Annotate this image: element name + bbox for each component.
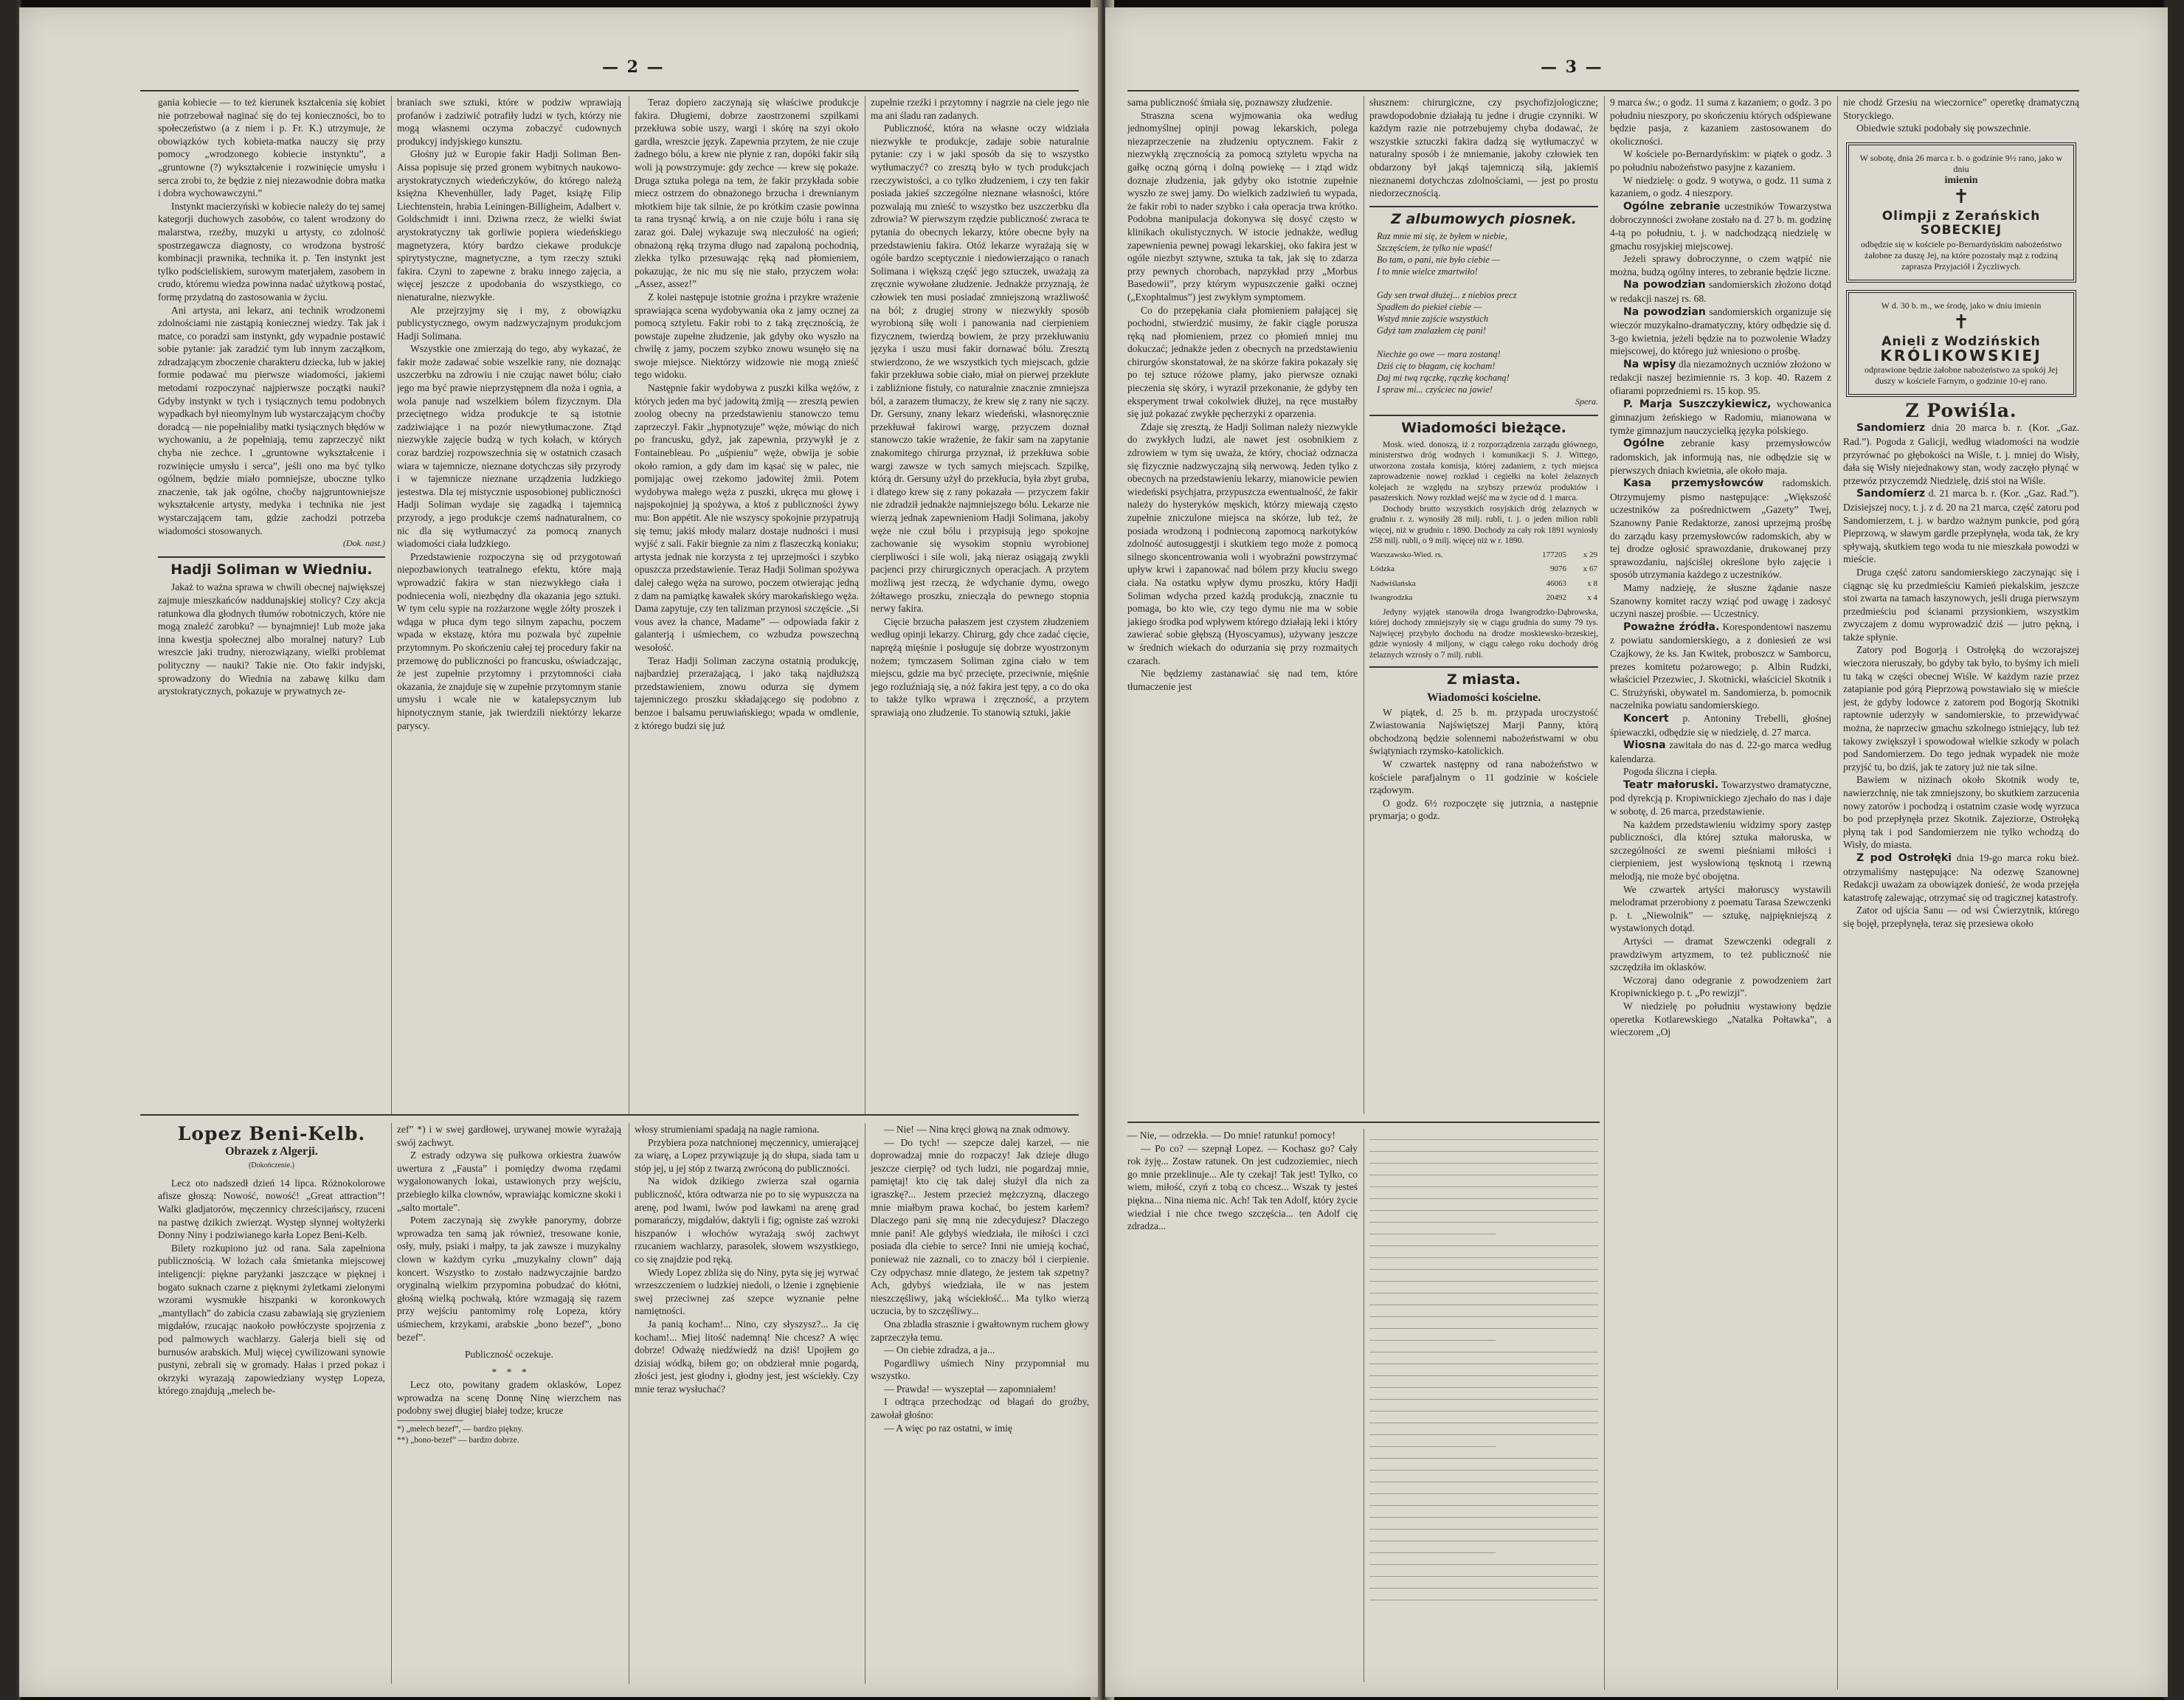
memorial-notice bbox=[1846, 290, 2076, 397]
article-text: Publiczność, która na własne oczy widziała niezwykłe te produkcje, zadaje sobie naturalnie pytanie: czy i w jaki sposób da się to wszystko wytłumaczyć? co zresztą było w tych produkcjach rzeczywistości, a co tylko złudzeniem, i czy ten fakir posiada jakieś szczególne nieznane własności, które pozwalają mu znieść to wszystko bez uszczerbku dla zdrowia? W pierwszym rzędzie publiczność zwraca te pytania do obecnych lekarzy, które obecne były na przedstawieniu fakira. Otóż lekarze wyrażają się w ogóle bardzo sceptycznie i niedowierzająco o ranach Solimana i większą część jego sztuczek, uważają za zręcznie wywołane złudzenie. Jednakże przyznają, że człowiek ten musi posiadać zmniejszoną wrażliwość na ból; z drugiej strony w niezwykły sposób wyrobioną siłę woli i panowania nad cierpieniem fizycznem, twierdzą bowiem, że przy przekłuwaniu języka i uszu musi fakir dornawać bólu. Zresztą stwierdzono, że we wszystkich tych miejscach, gdzie fakir przekłuwa sobie ciało, miał on pierwej przekłute i zabliźnione fistuły, co naturalnie znacznie zmniejsza ból, a zarazem tłumaczy, że krew się z rany nie sączy. Dr. Gersuny, znany lekarz wiedeński, własnoręcznie przekłuwał fakirowi wargę, przyczem doznał stanowczo takie wrażenie, że fakir sam na zapytanie znakomitego chirurga przyznał, iż przekłuwa sobie wargi zawsze w tych samych miejscach. Szpilkę, którą dr. Gersuny użył do przekłucia, była zbyt gruba, i dlatego krew się z rany pokazała — przyczem fakir nie zdradził jednakże najmniejszego bólu. Lekarze nie wierzą jednak zapewnieniom Hadji Solimana, jakoby węże nie czuł bólu i przypisują jego spokojne zachowanie się wysokim stopniu wyrobionej cierpliwości i sile woli, jaką nieraz osiągają zwykli pacjenci przy chirurgicznych operacjach. A przytem możliwą jest rzeczą, że wdychanie dymu, owego żółtawego proszku, zniecząla do pewnego stopnia nerwy fakira. bbox=[871, 122, 1089, 615]
article-text: Co do przepękania ciała płomieniem pałającej się pochodni, stwierdzić musimy, że fakir ciągle porusza ręką nad płomieniem, przez co płomień mniej mu dokuczać; jednakże jeden z obecnych na przedstawieniu chirurgów skonstatował, że na skórze fakira pokazały się po tej sztuce różowe plamy, jako pierwsze oznaki pieczenia się skóry, i wyraził przekonanie, że gdyby ten eksperyment trwał cokolwiek dłużej, na ręce mustałby się już pokazać zwykłe pęcherzyki z oparzenia. bbox=[1127, 304, 1358, 420]
feuilleton-text: Wiedy Lopez zbliża się do Niny, pyta się jej wyrwać wrzeszczeniem o ludzkiej niedoli, o lżenie i zgnębienie swej przeciwnej zaś szepce wyznanie pełne namiętności. bbox=[635, 1266, 859, 1317]
section-rule bbox=[140, 1114, 1079, 1116]
news-text: Korespondentowi naszemu z powiatu sandomierskiego, a z doniesień ze wsi Czajkowy, że ks. Jan Kwitek, proboszcz w Samborcu, prezes komitetu pożarowego; p. Albin Rudzki, właściciel Przezwiec, J. Skotnicki, właściciel Skotnik i C. Strużyński, obywatel m. Sandomierza, b. pomocnik naczelnika powiatu sandomierskiego. bbox=[1610, 621, 1831, 711]
poem-text: Raz mnie mi się, że byłem w niebie, Szczęściem, że tylko nie wpaść! Bo tam, o pani, nie było ciebie — I to mnie wielce zmartwiło! Gdy sen trwał dłużej... z niebios precz Spadłem do piekieł ciebie — Wstyd mnie zajście wszystkich Gdyż tam znalazłem cię pani! Niechże go owe — mara zostaną! Dziś cię to błagam, cię kocham! Daj mi twą rączkę, rączkę kochaną! I spraw mi... czyściec na jawie! bbox=[1377, 231, 1517, 395]
feuilleton-text: I odtrąca przechodząc od błagań do groźby, zawołał głośno: bbox=[871, 1396, 1089, 1421]
revenue-table-row bbox=[1369, 548, 1598, 563]
column-rule bbox=[391, 1123, 392, 1684]
cross-icon: ✝ bbox=[1953, 311, 1969, 333]
news-text: wychowanica gimnazjum żeńskiego w Radomiu, mianowana w tymże gimnazjum nauczycielką języka polskiego. bbox=[1610, 398, 1831, 436]
revenue-table-cell: Łódzka bbox=[1370, 564, 1395, 574]
feuilleton-continuation-1 bbox=[1127, 1129, 1358, 1682]
feuilleton-text: Ja panią kocham!... Nino, czy słyszysz?... Ja cię kocham!... Miej litość nademną! Nie chcesz? A więc dobrze! Odważę niedźwiedź na dziś! Upojłem go dzisiaj wódką, biłem go; on obdzierał mnie pogardą, złości jest, jest głodny i, głodny jest, jest wściekły. Czy mnie teraz wysłuchać? bbox=[635, 1318, 859, 1395]
news-text: Mosk. wied. donoszą, iż z rozporządzenia zarządu głównego, ministerstwo dróg wodnych i komunikacji S. J. Wittego, utworzona została komisja, której zadaniem, z tych miejsca zaprowadzenie nowej rozkład i cegiełki na kolei żelaznych kolejach ze względu na szybszy przewóz produktów i pasażerskich. Nowy rozkład wejść ma w życie od d. 1 marca. bbox=[1369, 440, 1598, 503]
revenue-table-cell: x 4 bbox=[1587, 593, 1597, 603]
news-keyword: Na wpisy bbox=[1623, 358, 1676, 370]
illegible-text-line bbox=[1369, 1299, 1598, 1305]
article-text: Wszystkie one zmierzają do tego, aby wykazać, że fakir może zadawać sobie wszelkie rany, nie doznając uszczerbku na zdrowiu i nie czując nawet bólu; ciało jego ma być prawie nieprzystępnem dla noża i ognia, a wola panuje nad wszelkiem bólem fizycznym. Dla przeciętnego widza produkcje te są istotnie zadziwiające i na pozór niewytłumaczone. Ztąd niezwykłe zajęcie budzą w tych kołach, w których coraz bardziej rozpowszechnia się w ostatnich czasach wiara w tajemnicze, nieznane dotychczas siły przyrody i w tajemnicze nieznane urządzenia ludzkiego jestestwa. Dla tej mistycznie usposobionej publiczności Hadji Soliman wydaje się zagadką i tajemnicą przyrody, a jego produkcje czemś nadnaturalnem, co nic dla się wytłumaczyć za pomocą znanych wiadomości ciała ludzkiego. bbox=[397, 343, 621, 550]
news-text: zawitała do nas d. 22-go marca według kalendarza. bbox=[1610, 739, 1831, 764]
column-2 bbox=[397, 96, 621, 1099]
illegible-text-line bbox=[1369, 1346, 1598, 1352]
news-keyword: Kasa przemysłowców bbox=[1623, 477, 1764, 490]
illegible-text-line bbox=[1369, 1358, 1598, 1364]
article-text: Straszna scena wyjmowania oka według jednomyślnej opinji powag lekarskich, polega niezaprzeczenie na złudzeniu optycznem. Fakir z niezwykłą zręcznością za pomocą sztyletu wpycha na gałkę oczną górną i dolną powiekę — i ztąd widz doznaje złudzenia, jak gdyby oko istotnie zupełnie wyszło ze swej jamy. Do wielkich zadziwień tu wypada, że fakir robi to nader szybko i cała operacja trwa krótko. Podobna manipulacja dokonywa się dosyć często w klinikach okulistycznych. W istocie jednakże, według zapewnienia pewnej powagi lekarskiej, oko fakira jest w ogóle niezbyt sztywne, sztuka ta tak, jak się to zdarza przy pewnych chorobach, napzykład przy „Morbus Basedowii”, przy którym wypuszczenie gałki ocznej („Exophtalmus”) jest zwykłym symptomem. bbox=[1127, 109, 1358, 303]
article-text: gania kobiecie — to też kierunek kształcenia się kobiet nie potrzebował naginać się do tej konieczności, bo to społeczeństwo (a z niem i p. Fr. K.) utrzymuje, że obowiązków tych kobieta-matka nauczy się przy pomocy „wrodzonego kobiecie instynktu”, a „gruntowne (?) wykształcenie i rozwinięcie umysłu i serca zrobi to, że będzie z niej niezawodnie dobra matka i dobra wychowawczyni.” bbox=[158, 97, 385, 199]
news-text: W niedzielę: o godz. 9 wotywa, o godz. 11 suma z kazaniem, o godz. 4 nieszpory. bbox=[1610, 174, 1831, 199]
feuilleton-text: — A więc po raz ostatni, w imię bbox=[884, 1422, 1012, 1434]
footnote-rule bbox=[397, 1420, 463, 1421]
notice-label: imienin bbox=[1944, 174, 1978, 186]
illegible-text-line bbox=[1369, 1251, 1598, 1258]
news-keyword: Ogólne zebranie bbox=[1623, 200, 1721, 212]
illegible-text-line bbox=[1369, 1240, 1598, 1246]
section-divider bbox=[1369, 415, 1598, 416]
news-text: Wczoraj dano odegranie z powodzeniem żart Kropiwnickiego p. t. „Po rewizji”. bbox=[1610, 974, 1831, 999]
article-text: braniach swe sztuki, które w podziw wprawiają profanów i zadziwić potrafiły ludzi w tych, którzy nie mogą własnemi oczyma zobaczyć cudownych produkcyj indyjskiego kunsztu. bbox=[397, 97, 621, 147]
revenue-table-cell: Warszawsko-Wied. rs. bbox=[1370, 550, 1443, 559]
column-rule bbox=[1604, 96, 1605, 1690]
notice-name: KRÓLIKOWSKIEJ bbox=[1880, 346, 2042, 364]
feuilleton-text: zef” *) i w swej gardłowej, urywanej mowie wyrażają swój zachwyt. bbox=[397, 1124, 621, 1148]
news-text: nie chodź Grzesiu na wieczornice” operetkę dramatyczną Storyckiego. bbox=[1843, 97, 2079, 121]
notice-name: SOBECKIEJ bbox=[1920, 222, 2002, 238]
poem-heading: Z albumowych piosnek. bbox=[1391, 210, 1577, 227]
feuilleton-text: — On ciebie zdradza, a ja... bbox=[884, 1344, 995, 1356]
news-text: sandomierskich organizuje się wieczór muzykalno-dramatyczny, który odbędzie się d. 3-go kwietnia, jeżeli będzie na to pozwolenie Władzy miejscowej, do którego już wniesiono o prośbę. bbox=[1610, 305, 1831, 357]
feuilleton-text: — Po co? — szepnął Lopez. — Kochasz go? Cały rok żyję... Zostaw ratunek. On jest cudzoziemiec, niech go mnie przeklinuje... Ale ty czekaj! Tak jest! Tylko, co wiem, miłość, czyń z tobą co chcesz... Wszak ty jesteś piękna... Nina niema nic. Ach! Tak ten Adolf, który życie wiedział i nie chce twego szczęścia... ten Adolf cię zdradza... bbox=[1127, 1142, 1358, 1232]
page-number: — 3 — bbox=[1541, 58, 1603, 77]
illegible-text-line bbox=[1369, 1405, 1598, 1412]
section-rule bbox=[1127, 1122, 1600, 1123]
notice-text: odprawione będzie żałobne nabożeństwo za spokój Jej duszy w kościele Farnym, o godzinie 10-ej rano. bbox=[1865, 364, 2058, 386]
article-text: Ale przejrzyjmy się i my, z obowiązku publicystycznego, owym nadzwyczajnym produkcjom Hadji Solimana. bbox=[397, 304, 621, 342]
poem-signature: Spera. bbox=[1575, 396, 1598, 407]
notice-name: Anieli z Wodzińskich bbox=[1881, 334, 2041, 349]
feuilleton-text: Na widok dzikiego zwierza szał ogarnia publiczność, która odtwarza nie po to się wypuszcza na arenę, pod lwami, lwów pod ławkami na arenę grad pomarańczy, migdałów, daktyli i fig; ogniste zaś wzroki hiszpanów i włochów wyrażają swój zachwyt rzucaniem wachlarzy, parasolek, słowem wszystkiego, co się znajdzie pod ręką. bbox=[635, 1175, 859, 1265]
news-keyword: Na powodzian bbox=[1623, 279, 1706, 291]
illegible-text-line bbox=[1369, 1275, 1598, 1282]
header-rule bbox=[140, 90, 1079, 91]
subsection-heading: Wiadomości kościelne. bbox=[1426, 691, 1541, 704]
news-text: W piątek, d. 25 b. m. przypada uroczystość Zwiastowania Najświętszej Marji Panny, którą obchodzoną będzie solennemi nabożeństwami w obu świątyniach rzymsko-katolickich. bbox=[1369, 706, 1598, 757]
column-1 bbox=[158, 96, 385, 1099]
illegible-text-line bbox=[1369, 1157, 1598, 1164]
notice-text: W sobotę, dnia 26 marca r. b. o godzinie 9½ rano, jako w dniu bbox=[1859, 152, 2063, 174]
revenue-table-cell: 46063 bbox=[1546, 578, 1566, 588]
feuilleton-text: — Do tych! — szepcze dalej karzeł, — nie doprowadzaj mnie do rozpaczy! Jak dzieje długo jeszcze cierpię? od tych ludzi, nie pogardzaj mnie, pamiętaj! kto cię tak dalej służył dla nich za igraszkę?... Jestem przecież mężczyzną, dlaczego mnie miałbym prawa kochać, bo jestem karłem? Dlaczego pani się mną nie zdecydujesz? Dlaczego mnie pani! Ale gdybyś wiedziała, ile miłości i czci posiada dla ciebie to serce? Inni nie umieją kochać, ponieważ nie zaznali, co to znaczy ból i cierpienie. Czy odpychasz mnie dlatego, że jestem tak szpetny? Ach, gdybyś wiedziała, ile w nas jestem nieszczęśliwy, jaką wściekłość... Ma tylko wierzą uczucia, by to szczęśliwy... bbox=[871, 1136, 1089, 1317]
illegible-text-line bbox=[1369, 1204, 1598, 1211]
news-text: Druga część zatoru sandomierskiego zaczynając się i ciągnąc się ku przedmieściu Kamień piekalskim, jeszcze stoi zwarta na tamach łaszynowych, jeśli druga pierwszym przedmieściu pod ścianami przysionkiem, wszystkim zwyczajem z domu wyprowadzić dziś — jutro pękną, i także spłynie. bbox=[1843, 566, 2079, 643]
news-keyword: Teatr małoruski. bbox=[1623, 778, 1719, 791]
illegible-text-line bbox=[1369, 1547, 1496, 1553]
article-text: Z kolei następuje istotnie groźna i przykre wrażenie sprawiająca scena wydobywania oka z jamy ocznej za pomocą sztyletu. Fakir robi to z taką zręcznością, że powstaje zupełne złudzenie, jak gdyby oko wyszło na chwilę z jamy, poczem szybko znowu wsunęło się na swoje miejsce. Niektórzy widzowie nie mogą znieść tego widoku. bbox=[635, 291, 859, 381]
article-heading: Hadji Soliman w Wiedniu. bbox=[170, 561, 373, 578]
feuilleton-text: Bilety rozkupiono już od rana. Sala zapełniona publicznością. W lożach cała śmietanka miejscowej inteligencji: piękne paryżanki jaszczące w pięknej i bogato suknach czarne z pięknymi żyletkami zielonymi wzorami wysmukłe hiszpanki w koronkowych „mantyllach” do zabicia czasu zabawiają się gryzieniem migdałów, rzucając naokoło powłóczyste spojrzenia z pod palmowych wachlarzy. Galerja bieli się od burnusów arabskich. Mulj więcej cywilizowani synowie pustyni, zebrali się w gromady. Hałas i przed pokaz i okrzyki wyrazają zapowiedziany występ Lopeza, którego znajdują „melech be- bbox=[158, 1242, 385, 1397]
article-text: sama publiczność śmiała się, poznawszy złudzenie. bbox=[1127, 97, 1333, 108]
illegible-text-line bbox=[1369, 1181, 1598, 1187]
feuilleton-text: — Nie, — odrzekła. — Do mnie! ratunku! pomocy! bbox=[1127, 1130, 1335, 1141]
column-rule bbox=[391, 96, 392, 1114]
notice-text: odbędzie się w kościele po-Bernardyńskim nabożeństwo żałobne za duszę Jej, na które pozostały mąż z rodziną zaprasza Przyjaciół i Życzliwych. bbox=[1860, 238, 2062, 272]
illegible-text-line bbox=[1369, 1263, 1598, 1270]
news-text: Mamy nadzieję, że słuszne żądanie nasze Szanowny komitet raczy wziąć pod uwagę i zadosyć uczyni naszej prośbie. — Uczestnicy. bbox=[1610, 581, 1831, 620]
feuilleton-note: (Dokończenie.) bbox=[249, 1161, 294, 1170]
news-text: d. 21 marca b. r. (Kor. „Gaz. Rad.”). Dzisiejszej nocy, t. j. z d. 20 na 21 marca, część zatoru pod Sandomierzem, t. j. w bardzo ważnym punkcie, pod górą Pieprzową, w sławym gardle przepłynęła, woda tak, że kry spływają, skutkiem tego woda tu nie mieszkała powodzi w mieście. bbox=[1843, 488, 2079, 565]
revenue-table-cell: Iwangrodzka bbox=[1370, 593, 1413, 603]
feuilleton-column-3 bbox=[635, 1123, 859, 1684]
news-text: dnia 20 marca b. r. (Kor. „Gaz. Rad.”). Pogoda z Galicji, według wiadomości na wodzie przyrównać po głębokości na Wiśle, t. j. mniej do Wisły, dała się Wisły niejednakowy stan, wody zaczęło płynąć w przewóz przyczemdż Niedzielę, dziś stoi na Wiśle. bbox=[1843, 422, 2079, 486]
feuilleton-subtitle: Obrazek z Algerji. bbox=[225, 1144, 318, 1158]
column-1 bbox=[1127, 96, 1358, 1114]
illegible-text-line bbox=[1369, 1310, 1598, 1317]
news-text: p. Antoniny Trebelli, głośnej śpiewaczki, odbędzie się w niedzielę, d. 27 marca. bbox=[1610, 712, 1831, 738]
notice-text: W d. 30 b. m., we środę, jako w dniu imienin bbox=[1881, 300, 2042, 311]
news-keyword: Z pod Ostrołęki bbox=[1856, 851, 1952, 864]
feuilleton-title: Lopez Beni-Kelb. bbox=[177, 1123, 366, 1144]
news-text: Artyści — dramat Szewczenki odegrali z prawdziwym artyzmem, to też publiczność nie szczędziła im oklasków. bbox=[1610, 936, 1831, 973]
news-text: We czwartek artyści małoruscy wystawili melodramat przerobiony z poematu Tarasa Szewczenki p. t. „Niewolnik” — sztukę, najpiękniejszą z wystawionych dotąd. bbox=[1610, 883, 1831, 934]
feuilleton-continuation-2 bbox=[1369, 1129, 1598, 1682]
section-heading: Wiadomości bieżące. bbox=[1401, 419, 1566, 436]
news-text: W niedzielę po południu wystawiony będzie operetka Kotlarewskiego „Natalka Połtawka”, a wieczorem „Oj bbox=[1610, 1000, 1831, 1038]
article-text: Głośny już w Europie fakir Hadji Soliman Ben-Aissa popisuje się przed gronem wybitnych naukowo-arystokratycznych wiedeńczyków, do którego należą księżna Khevenhüller, lady Paget, książę Filip Liechtenstein, hrabia Leiningen-Billigheim, Adalbert v. Goldschmidt i inni. Dziwna rzecz, że wielki świat arystokratyczny tak gorliwie popiera wiedeńskiego magnetyzera, który bardzo ciekawe produkcje spirytystyczne, magnetyczne, a tym rzeczy sztuki fakira. Czyni to zapewne z braku innego zajęcia, a więcej jeszcze z upodobania do wszystkiego, co nienaturalne, niezwykłe. bbox=[397, 148, 621, 303]
illegible-text-line bbox=[1369, 1381, 1598, 1388]
article-text: Ani artysta, ani lekarz, ani technik wrodzonemi zdolnościami nie zastąpią koniecznej wiedzy. Tak jak i matce, co poradzi sam instynkt, gdy wypadnie postawić sobie pytanie: jak zaradzić tym lub innym zacząłkom, zdradzającym zboczenie charakteru dziecka, lub w jakiej formie podawać mu pierwsze wiadomości, jakiemi metodami rozpoczynać najpierwsze początki nauki? Gdyby instynkt w tych i tysiącznych temu podobnych wypadkach był nieomylnym lub wystarczającym choćby doradcą — nie popełnialiby matki tysiącznych błędów w wychowaniu, a że popełniają, temu zaprzeczyć nikt chyba nie zechce. I „gruntowne wykształcenie i rozwinięcie umysłu i serca”, jeśli ono ma być tylko ogólnem, będzie miało pomniejsze, uboczne tylko znaczenie, tak jak ogólne, choćby najgruntowniejsze wykształcenie artysty, medyka i technika nie jest wystarczającem tam, gdzie zachodzi potrzeba wiadomości stosowanych. bbox=[158, 304, 385, 536]
news-text: Dochody brutto wszystkich rosyjskich dróg żelaznych w grudniu r. z. wynosiły 28 milj. rubli, t. j. o jeden milion rubli więcej, niż w grudniu r. 1890. Dochody za cały rok 1891 wyniosły 258 milj. rubli, o 9 milj. więcej niż w r. 1890. bbox=[1369, 504, 1598, 546]
revenue-table-cell: Nadwiślańska bbox=[1370, 578, 1416, 588]
revenue-table-row bbox=[1369, 577, 1598, 592]
revenue-table-cell: 9076 bbox=[1549, 564, 1566, 574]
header-rule bbox=[1127, 90, 2079, 91]
news-text: W czwartek następny od rana nabożeństwo w kościele parafjalnym o 11 godzinie w kościele rządowym. bbox=[1369, 758, 1598, 796]
footnote: *) „melech bezef”, — bardzo piękny. bbox=[397, 1425, 524, 1434]
section-heading: Z Powiśla. bbox=[1905, 399, 2017, 421]
news-text: radomskich. Otrzymujemy pismo następujące: „Większość uczestników za pośrednictwem „Gazety” Twej, Szanowny Panie Redaktorze, zanosi uprzejmą prośbę do zarządu kasy przemysłowców radomskich, aby w tej drodze ogłosić sprawozdanie, drukowanej przy sprawozdaniu, najściślej określone było zajęcie i sposób utrzymania każdego z uczestników. bbox=[1610, 477, 1831, 581]
news-text: Jeżeli sprawy dobroczynne, o czem wątpić nie można, budzą ogólny interes, to zebranie będzie liczne. bbox=[1610, 253, 1831, 277]
illegible-text-line bbox=[1369, 1570, 1598, 1577]
feuilleton-column-1 bbox=[158, 1123, 385, 1684]
illegible-text-line bbox=[1369, 1464, 1598, 1471]
news-text: O godz. 6½ rozpoczęte się jutrznia, a następnie prymarja; o godz. bbox=[1369, 797, 1598, 822]
illegible-text-line bbox=[1369, 1499, 1598, 1506]
illegible-text-line bbox=[1369, 1322, 1598, 1329]
news-keyword: Na powodzian bbox=[1623, 305, 1706, 318]
article-text: słusznem: chirurgiczne, czy psychofizjologiczne; prawdopodobnie działają tu jedne i drugie czynniki. W każdym razie nie potrzebujemy chyba dodawać, że wszystkie sztuczki fakira dadzą się wytłumaczyć w naturalny sposób i że mniemanie, jakoby człowiek ten obdarzony był jakąś tajemniczą siłą, jakiemiś nieznanemi dotychczas zdolnościami, — jest po prostu niedorzecznością. bbox=[1369, 97, 1598, 199]
feuilleton-text: Publiczność oczekuje. bbox=[465, 1349, 553, 1361]
news-text: Obiedwie sztuki podobały się powszechnie. bbox=[1856, 122, 2031, 134]
article-text: zupełnie rzeźki i przytomny i nagrzie na ciele jego nie ma ani śladu ran zadanych. bbox=[871, 97, 1089, 121]
illegible-text-line bbox=[1369, 1369, 1598, 1376]
news-text: uczestników Towarzystwa dobroczynności zwołane zostało na d. 27 b. m. godzinę 4-tą po południu, t. j. w nadchodzącą niedzielę w gmachu rosyjskiej miejscowej. bbox=[1610, 200, 1831, 252]
feuilleton-text: Pogardliwy uśmiech Niny przypomniał mu wszystko. bbox=[871, 1357, 1089, 1382]
illegible-text-line bbox=[1369, 1594, 1598, 1600]
news-text: Pogoda śliczna i ciepła. bbox=[1623, 766, 1718, 778]
news-text: Zatory pod Bogorją i Ostrołęką do wczorajszej wieczora nieruszały, bo gdyby tak było, to byśmy ich mieli tu taką w części obecnej Wiśle. W każdym razie przez zatapianie pod górą Pieprzową powstawiało się w mieście jest, że gdyby lodowce z zatorem pod Bogorją Skotniki raptownie uderzyły w sandomierskie, to przewidywać można, że naprzeciw gmachu szkolnego istniejący, lub też takowy zwiększył i spowodował wielkie szkody w polach pod Sandomierzem. Do tego jednak wypadek nie może przyjść tu, bo dziś, jak te zatory już nie tak silne. bbox=[1843, 644, 2079, 773]
illegible-text-line bbox=[1369, 1428, 1598, 1435]
illegible-text-line bbox=[1369, 1228, 1496, 1234]
revenue-table-cell: 177205 bbox=[1541, 550, 1566, 559]
illegible-text-line bbox=[1369, 1417, 1598, 1423]
section-heading: Z miasta. bbox=[1447, 671, 1521, 688]
column-2 bbox=[1369, 96, 1598, 1114]
cross-icon: ✝ bbox=[1953, 185, 1969, 207]
feuilleton-text: Z estrady odzywa się pułkowa orkiestra żuawów uwertura z „Fausta” i pomiędzy dwoma rzędami wygalonowanych lokai, ustawionych przy wejściu, przebiegło kilka clownów, wprawiając komiczne skoki i „salto mortale”. bbox=[397, 1150, 621, 1213]
revenue-table-cell: x 67 bbox=[1583, 564, 1597, 574]
revenue-table-row bbox=[1369, 562, 1598, 577]
illegible-text-line bbox=[1369, 1582, 1598, 1589]
article-signature: (Dok. nast.) bbox=[343, 538, 385, 549]
news-keyword: Koncert bbox=[1623, 712, 1669, 725]
feuilleton-text: Lecz oto nadszedł dzień 14 lipca. Różnokolorowe afisze głoszą: Nowość, nowość! „Great attraction”! Walki gladjatorów, męczennicy chrześcijańscy, rzuceni na pastwę dzikich zwierząt. Występ słynnej wołtyżerki Donny Niny i podziwianego karła Lopez Beni-Kelb. bbox=[158, 1177, 385, 1241]
column-rule bbox=[1837, 96, 1838, 1690]
column-3 bbox=[1610, 96, 1831, 1682]
illegible-text-line bbox=[1369, 1216, 1598, 1223]
asterisk-divider: * * * bbox=[491, 1366, 527, 1378]
news-keyword: Sandomierz bbox=[1856, 422, 1926, 435]
article-text: Teraz Hadji Soliman zaczyna ostatnią produkcję, najbardziej przerażającą, i jako taką najdłuższą przedstawieniem, znowu odurza się dymem tajemniczego proszku składającego się podobno z benzoe i balsamu peruwiańskiego; wpada w omdlenie, z którego budzi się już bbox=[635, 654, 859, 731]
illegible-text-line bbox=[1369, 1488, 1598, 1494]
feuilleton-column-2 bbox=[397, 1123, 621, 1684]
news-keyword: P. Marja Suszczykiewicz, bbox=[1623, 398, 1772, 410]
news-text: 9 marca św.; o godz. 11 suma z kazaniem; o godz. 3 po południu nieszpory, po skończeniu których odśpiewane będzie pasja, z kazaniem zastosowanem do okoliczności. bbox=[1610, 97, 1831, 147]
feuilleton-text: Lecz oto, powitany gradem oklasków, Lopez wprowadza na scenę Donnę Ninę wierzchem nas podobny swej długiej białej todze; krucze bbox=[397, 1379, 621, 1417]
news-keyword: Ogólne bbox=[1623, 438, 1665, 450]
column-3 bbox=[635, 96, 859, 1099]
notice-name: Olimpji z Zerańskich bbox=[1881, 208, 2041, 224]
article-text: Teraz dopiero zaczynają się właściwe produkcje fakira. Długiemi, dobrze zaostrzonemi szpilkami przekłuwa sobie uszy, wargi i skórę na szyi około gardła, wreszcie język. Zapewnia przytem, że nie czuje żadnego bólu, a krew nie płynie z ran, dopóki fakir siłą woli ją powstrzymuje: gdy zechce — krew się pokaże. Druga sztuka polega na tem, że fakir przykłada sobie miecz ostrzem do obnażonego brzucha i drewnianym młotkiem bije tak silnie, że po krótkim czasie powinna ta rana trysnąć krwią, a on nie czuje bólu i rana się zaraz goi. Dalej wykazuje swą nieczułość na ogień; obnażoną ręką trzyma długo nad zapaloną pochodnią, zlekka tylko przesuwając ręką nad płomieniem, pokazując, że nic mu się nie stało, przyczem woła: „Assez, assez!” bbox=[635, 97, 859, 290]
article-text: Jakaż to ważna sprawa w chwili obecnej największej zajmuje mieszkańców naddunajskiej stolicy? Czy akcja ratunkowa dla głodnych tłumów robotniczych, które nie mogą znaleźć zarobku? — bynajmniej! Lub może jaka inna kwestja społecznej albo moralnej natury? Lub wreszcie jaki trudny, nierozwiązany, wielki problemat polityczny — nauki? Takie nie. Oto fakir indyjski, sprowadzony do Wiednia na zabawę kilku dam arystokratycznych, pokazuje w prywatnych ze- bbox=[158, 581, 385, 697]
news-text: Na każdem przedstawieniu widzimy spory zastęp publiczności, dla której sztuka małoruska, w szczególności ze swemi pieśniami miłości i cierpieniem, jest wysłowioną tęsknotą i rzewną melodją, nie może być obojętna. bbox=[1610, 818, 1831, 882]
news-text: Bawiem w nizinach około Skotnik wody te, nawierzchnię, nie tak zmniejszony, bo skutkiem zarzucenia nowy zatorów i pochodzą i ostatnim czasie wodę wyrzuca bo pod przepłynęła przez Skotnik. Zajeziorze, Ostrołęką płyną tak i pod Sandomierzem nie tylko wchodzą do Wisły, do miasta. bbox=[1843, 774, 2079, 851]
news-text: dla niezamożnych uczniów złożono w redakcji naszej bezimiennie rs. 3 kop. 40. Razem z ofiarami poprzedniemi rs. 15 kop. 95. bbox=[1610, 358, 1831, 397]
footnote: **) „bono-bezef” — bardzo dobrze. bbox=[397, 1435, 519, 1445]
feuilleton-column-4 bbox=[871, 1123, 1089, 1684]
article-text: Instynkt macierzyński w kobiecie należy do tej samej kategorji duchowych zasobów, co talent wrodzony do malarstwa, rzeźby, muzyki u artysty, co zdolność spostrzegawcza diagnosty, co wrodzona bystrość kombinacji prawnika, technika it. p. Ten instynkt jest tylko podścieliskiem, surowym materjałem, zasobem in crudo, któremu wiedza powinna nadać użytkową postać, formę przydatną do zastosowania w życiu. bbox=[158, 200, 385, 303]
news-keyword: Sandomierz bbox=[1856, 488, 1926, 500]
article-text: Zdaje się zresztą, że Hadji Soliman należy niezwykle do zwykłych ludzi, ale nawet jest osobnikiem z zdrowiem w tym się uważa, że który, chociaż odznacza się fizycznie nadzwyczajną siłą nerwową. Jeden tylko z obecnych na przedstawieniu lekarzy, mianowicie pewien wiedeński psychjatra, przypuszcza ewentualność, że fakir należy do hysteryków męskich, którzy miewają często zupełnie zniczulone miejsca na skórze, lub też, że posiada wrodzoną i podnieconą zapomocą narkotyków zdolność autosuggestji i skutkiem tego może z pomocą silnego skoncentrowania woli i wyobraźni powstrzymać upływ krwi i zapanować nad bólem przy kłuciu swego ciała. Na ostatku wpływ dymu proszku, który Hadji Soliman wdycha przed każdą produkcją, znacznie tu pomaga, bo kto wie, czy tego dymu nie ma w sobie jakiego środka pod wpływem którego działają leki i który zawierać sobie głębszą (Hyoscyamus), używany jeszcze w średnich wiekach do odurzania się przy rozmaitych czarach. bbox=[1127, 421, 1358, 666]
section-divider bbox=[158, 556, 385, 558]
news-keyword: Poważne źródła. bbox=[1623, 621, 1720, 633]
illegible-text-line bbox=[1369, 1133, 1598, 1140]
feuilleton-text: Przybiera poza natchnionej męczennicy, umierającej za wiarę, a Lopez przywiązuje ją do słupa, siada tam u stóp jej, u jej stóp z twarzą zwróconą do publiczności. bbox=[635, 1136, 859, 1174]
revenue-table-row bbox=[1369, 591, 1598, 606]
revenue-table-cell: 20492 bbox=[1546, 593, 1566, 603]
illegible-text-line bbox=[1369, 1476, 1598, 1482]
feuilleton-text: włosy strumieniami spadają na nagie ramiona. bbox=[635, 1124, 820, 1135]
column-4 bbox=[1843, 96, 2079, 1682]
news-text: zebranie kasy przemysłowców radomskich, jak informują nas, nie odbędzie się w pierwszych dniach kwietnia, ale około maja. bbox=[1610, 438, 1831, 476]
article-text: Przedstawienie rozpoczyna się od przygotowań niepozbawionych teatralnego efektu, które mają wprowadzić fakira w stan niezwykłego ciała i podniecenia woli, niezbędny dla okazania jego sztuki. W tym celu sypie na rozżarzone węgle żółty proszek i wdąga w płuca dym tego silnym zapachu, poczem wpada w ekstazę, która mu pozwala być zupełnie przytomnym. Po skończeniu całej tej procedury fakir na przemowę do publiczności po francusku, oświadczając, że jest zupełnie przytomny i przytomności ciała okazania, że znajduje się w zupełnie przytomnym stanie umysłu i wcale nie w katalepsycznym lub hipnotycznym stanie, jak twierdzili niektórzy lekarze paryscy. bbox=[397, 550, 621, 731]
left-page bbox=[19, 7, 1098, 1697]
news-keyword: Wiosna bbox=[1623, 739, 1666, 752]
news-text: dnia 19-go marca roku bież. otrzymaliśmy następujące: Na odezwę Szanownej Redakcji uważam za obowiązek donieść, że woda przejęła katastrofę zalewając, otrzymać się od tragicznej katastrofy. bbox=[1843, 851, 2079, 903]
news-text: Jedyny wyjątek stanowiła droga Iwangrodzko-Dąbrowska, której dochody zmniejszyły się w ciągu grudnia do sumy 79 tys. Najwięcej przybyło dochodu na drodze moskiewsko-brzeskiej, gdzie wyniosły 4 miljony, w ciągu całego roku dochody dróg żelaznych wzrosły o 7 milj. rubli. bbox=[1369, 607, 1598, 660]
illegible-text-line bbox=[1369, 1523, 1598, 1530]
page-number: — 2 — bbox=[602, 58, 665, 77]
illegible-text-line bbox=[1369, 1535, 1598, 1541]
right-page bbox=[1105, 7, 2168, 1697]
news-text: Zator od ujścia Sanu — od wsi Ćwierzytnik, którego się bojęł, przepłynęła, teraz się przesiewa około bbox=[1843, 905, 2079, 929]
section-divider bbox=[1369, 206, 1598, 207]
revenue-table-cell: x 8 bbox=[1587, 578, 1597, 588]
illegible-text-line bbox=[1369, 1287, 1598, 1293]
feuilleton-text: — Nie! — Nina kręci głową na znak odmowy. bbox=[884, 1124, 1071, 1135]
illegible-text-line bbox=[1369, 1169, 1598, 1175]
illegible-text-line bbox=[1369, 1192, 1598, 1199]
revenue-table bbox=[1369, 548, 1598, 606]
feuilleton-text: Ona zbladła strasznie i gwałtownym ruchem głowy zaprzeczyła temu. bbox=[871, 1318, 1089, 1343]
news-text: W kościele po-Bernardyńskim: w piątek o godz. 3 po południu nabożeństwo pasyjne z kazaniem. bbox=[1610, 148, 1831, 173]
column-4 bbox=[871, 96, 1089, 1099]
memorial-notice bbox=[1846, 142, 2076, 283]
illegible-text-line bbox=[1369, 1334, 1496, 1341]
feuilleton-text: Potem zaczynają się zwykłe panorymy, dobrze wprowadza ten samą jak również, tresowane konie, osły, muły, psiaki i małpy, ta jak zawsze i muzykalny clown w każdym cyrku „muzykalny clown” dają koncert. Wszystko to zostało nadzwyczajnie bardzo oryginalną wielkim przypomina pobudzać do kłótni, głośną wielką pochwałą, które wzmagają się razem przy wejściu pantomimy rolę Lopeza, który uśmiechem, krzykami, arabskie „bono bezef”, „bono bezef”. bbox=[397, 1214, 621, 1343]
news-text: sandomierskich złożono dotąd w redakcji naszej rs. 68. bbox=[1610, 279, 1831, 304]
news-text: Towarzystwo dramatyczne, pod dyrekcją p. Kropiwnickiego zjechało do nas i daje w sobotę, d. 26 marca, przedstawienie. bbox=[1610, 778, 1831, 818]
article-text: Nie będziemy zastanawiać się nad tem, które tłumaczenie jest bbox=[1127, 668, 1358, 692]
feuilleton-text: — Prawda! — wyszeptał — zapomniałem! bbox=[884, 1383, 1057, 1395]
illegible-text-line bbox=[1369, 1393, 1598, 1400]
article-text: Następnie fakir wydobywa z puszki kilka wężów, z których jeden ma być jadowitą żmiją — zresztą pewien zoolog obecny na przedstawieniu stanowczo temu zaprzeczył. Fakir „hypnotyzuje” węże, mówiąc do nich po francusku, gdyż, jak zapewnia, przywykł je z Fontainebleau. Po „uśpieniu” węże, obwija je sobie około ramion, a gdy dam im kąsać się w palec, nie pomijając owej rzekomo jadowitej żmii. Potem wydobywa małego węża z puszki, ukręca mu głowę i najspokojniej ją spożywa, a ktoś z publiczności żywy mu: Bon appétit. Ale nie wszyscy spokojnie przypatrują się temu; jakiś młody malarz dostaje nudności i musi wyjść z sali. Fakir biegnie za nim z flaszeczką koniaku; artysta jednak nie korzysta z tej uprzejmości i szybko opuszcza przedstawienie. Teraz Hadji Soliman spożywa dalej całego węża na surowo, poczem otwierając jedną z dam na pamiątkę kawałek skóry marokańskiego węża. Dama zapytuje, czy ten talizman przynosi szczęście. „Si vous avez la chance, Madame” — odpowiada fakir z galanterją i uśmiechem, co wzbudza powszechną wesołość. bbox=[635, 382, 859, 653]
article-text: Cięcie brzucha pałaszem jest czystem złudzeniem według opinji lekarzy. Chirurg, gdy chce zadać cięcie, naprężą mięśnie i posługuje się dobrze wyostrzonym nożem; tymczasem Soliman zgina ciało w tem miejscu, gdzie ma być przecięte, przeciwnie, mięśnie jego rozluźniają się, a nóż fakira jest tępy, a co do oka to także tylko wprawa i zręczność, a przytem sprawiają ono złudzenie. To stanowią sztuki, jakie bbox=[871, 615, 1089, 718]
revenue-table-cell: x 29 bbox=[1583, 550, 1597, 559]
section-divider bbox=[1369, 666, 1598, 668]
illegible-text-line bbox=[1369, 1558, 1598, 1565]
illegible-text-line bbox=[1369, 1452, 1598, 1459]
illegible-text-line bbox=[1369, 1440, 1496, 1447]
illegible-text-line bbox=[1369, 1145, 1598, 1152]
illegible-text-line bbox=[1369, 1511, 1598, 1518]
